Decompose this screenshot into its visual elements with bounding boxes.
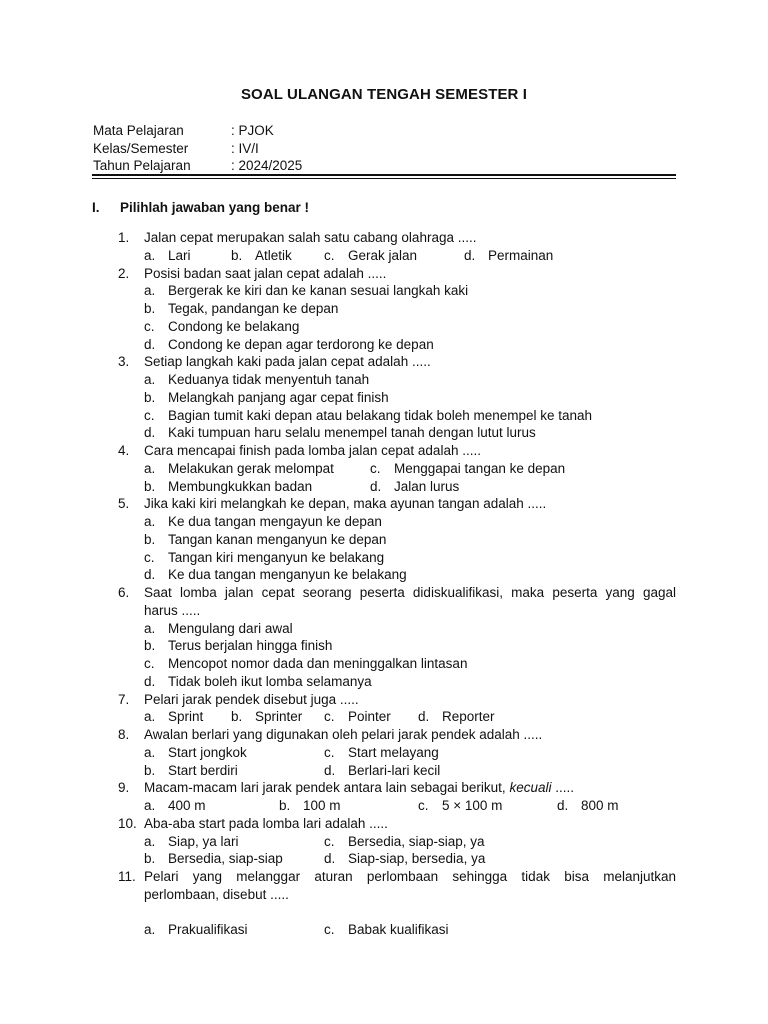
question-text: harus ..... — [144, 602, 201, 618]
option-d[interactable] — [118, 673, 676, 691]
option-text: Start melayang — [348, 744, 439, 760]
option-text: Mengulang dari awal — [168, 620, 293, 636]
question-text: Setiap langkah kaki pada jalan cepat adalah ..... — [144, 354, 431, 370]
option-letter: c. — [370, 460, 381, 476]
option-row — [118, 850, 676, 868]
option-letter: a. — [144, 709, 156, 725]
option-letter: b. — [279, 798, 291, 813]
question-4 — [118, 442, 676, 460]
question-text: Posisi badan saat jalan cepat adalah ..... — [144, 265, 387, 281]
option-letter: b. — [144, 851, 156, 867]
option-c[interactable] — [324, 247, 417, 265]
question-number: 3. — [118, 354, 130, 370]
option-text: Terus berjalan hingga finish — [168, 638, 333, 654]
option-text: Pointer — [348, 709, 391, 725]
option-letter: b. — [144, 301, 156, 316]
option-letter: d. — [144, 567, 156, 583]
option-text: Lari — [168, 247, 191, 263]
option-text: 100 m — [303, 798, 341, 813]
header-divider-thick — [92, 174, 676, 176]
option-a[interactable] — [144, 708, 203, 726]
meta-value: : PJOK — [231, 123, 274, 138]
meta-row-subject — [93, 122, 302, 140]
question-number: 8. — [118, 727, 130, 742]
option-a[interactable] — [118, 513, 676, 531]
option-letter: d. — [144, 673, 156, 689]
option-c[interactable] — [118, 655, 676, 673]
option-text: Berlari-lari kecil — [348, 762, 441, 778]
question-text: Jalan cepat merupakan salah satu cabang olahraga ..... — [144, 230, 477, 245]
option-text: Ke dua tangan menganyun ke belakang — [168, 567, 407, 583]
question-10 — [118, 815, 676, 833]
option-row — [118, 797, 676, 815]
option-text: Bergerak ke kiri dan ke kanan sesuai langkah kaki — [168, 283, 469, 299]
option-letter: d. — [144, 336, 156, 352]
meta-value: : 2024/2025 — [231, 158, 303, 173]
option-letter: a. — [144, 283, 156, 299]
option-text: 800 m — [581, 798, 619, 813]
option-b[interactable] — [118, 531, 676, 549]
option-a[interactable] — [144, 797, 206, 815]
option-a[interactable] — [144, 744, 247, 762]
option-text: Mencopot nomor dada dan meninggalkan lintasan — [168, 656, 468, 671]
question-text-emphasis: kecuali — [509, 780, 552, 796]
section-number: I. — [92, 200, 100, 215]
question-text-part: ..... — [551, 780, 574, 796]
question-number: 11. — [118, 869, 136, 884]
option-text: Menggapai tangan ke depan — [394, 460, 566, 476]
option-c[interactable] — [324, 833, 485, 851]
page-title: SOAL ULANGAN TENGAH SEMESTER I — [240, 86, 528, 103]
option-letter: d. — [557, 798, 569, 813]
option-text: Condong ke belakang — [168, 318, 300, 334]
option-a[interactable] — [144, 833, 239, 851]
meta-row-year — [93, 157, 302, 175]
option-text: Bersedia, siap-siap — [168, 851, 283, 867]
option-letter: d. — [464, 247, 476, 263]
option-text: Melakukan gerak melompat — [168, 460, 334, 476]
header-divider-thin — [92, 178, 676, 179]
option-text: Babak kualifikasi — [348, 922, 449, 938]
meta-value: : IV/I — [231, 140, 259, 156]
option-text: Permainan — [488, 247, 554, 263]
option-text: Atletik — [255, 247, 292, 263]
question-text: Aba-aba start pada lomba lari adalah ..... — [144, 815, 388, 831]
option-text: Keduanya tidak menyentuh tanah — [168, 372, 370, 387]
option-b[interactable] — [118, 300, 676, 318]
question-2 — [118, 265, 676, 283]
option-c[interactable] — [118, 549, 676, 567]
option-text: Siap-siap, bersedia, ya — [348, 851, 486, 867]
question-11 — [118, 868, 676, 886]
option-d[interactable] — [118, 424, 676, 442]
option-letter: a. — [144, 744, 156, 760]
option-text: Sprinter — [255, 709, 303, 725]
option-text: Condong ke depan agar terdorong ke depan — [168, 336, 434, 352]
question-text: perlombaan, disebut ..... — [144, 886, 289, 902]
option-letter: c. — [418, 798, 429, 813]
option-letter: c. — [144, 318, 155, 334]
option-letter: b. — [231, 709, 243, 725]
exam-meta — [93, 122, 302, 175]
option-letter: b. — [144, 638, 156, 654]
option-row — [118, 460, 676, 478]
option-c[interactable] — [118, 407, 676, 425]
option-b[interactable] — [144, 478, 312, 496]
question-text-part: Macam-macam lari jarak pendek antara lain sebagai berikut, — [144, 780, 510, 796]
option-row — [118, 762, 676, 780]
option-letter: c. — [144, 656, 155, 671]
question-text: Awalan berlari yang digunakan oleh pelari jarak pendek adalah ..... — [144, 727, 543, 742]
question-7 — [118, 691, 676, 709]
option-letter: c. — [324, 744, 335, 760]
meta-label: Kelas/Semester — [93, 140, 189, 156]
option-d[interactable] — [324, 762, 440, 780]
question-text: Jika kaki kiri melangkah ke depan, maka ayunan tangan adalah ..... — [144, 496, 547, 512]
option-d[interactable] — [557, 797, 619, 815]
option-letter: d. — [324, 762, 336, 778]
question-5 — [118, 495, 676, 513]
option-letter: c. — [324, 833, 335, 849]
option-d[interactable] — [324, 850, 485, 868]
option-c[interactable] — [118, 318, 676, 336]
option-letter: a. — [144, 514, 156, 529]
question-text: Cara mencapai finish pada lomba jalan cepat adalah ..... — [144, 443, 481, 458]
option-d[interactable] — [370, 478, 459, 496]
option-letter: a. — [144, 247, 156, 263]
option-letter: c. — [324, 922, 335, 938]
question-list — [118, 229, 676, 939]
option-letter: d. — [418, 709, 430, 725]
option-row — [118, 708, 676, 726]
option-letter: b. — [144, 478, 156, 494]
option-row — [118, 478, 676, 496]
option-row — [118, 921, 676, 939]
option-text: Melangkah panjang agar cepat finish — [168, 389, 389, 405]
option-letter: d. — [144, 425, 156, 441]
meta-label: Tahun Pelajaran — [93, 158, 191, 173]
option-text: 5 × 100 m — [442, 798, 503, 813]
question-text-continued — [118, 602, 676, 620]
option-c[interactable] — [324, 744, 439, 762]
option-b[interactable] — [279, 797, 341, 815]
option-a[interactable] — [118, 620, 676, 638]
option-letter: d. — [370, 478, 382, 494]
question-number: 6. — [118, 585, 130, 600]
option-a[interactable] — [144, 247, 191, 265]
option-b[interactable] — [144, 762, 238, 780]
question-1 — [118, 229, 676, 247]
option-letter: c. — [324, 709, 335, 725]
question-text: Pelari yang melanggar aturan perlombaan sehingga tidak bisa melanjutkan — [144, 869, 676, 884]
option-letter: a. — [144, 620, 156, 636]
question-number: 9. — [118, 780, 130, 796]
option-text: Bersedia, siap-siap, ya — [348, 833, 485, 849]
option-d[interactable] — [418, 708, 495, 726]
option-letter: b. — [144, 762, 156, 778]
option-b[interactable] — [118, 637, 676, 655]
question-number: 5. — [118, 496, 130, 512]
option-text: Membungkukkan badan — [168, 478, 313, 494]
question-8 — [118, 726, 676, 744]
option-text: Start berdiri — [168, 762, 238, 778]
option-text: Siap, ya lari — [168, 833, 239, 849]
option-c[interactable] — [324, 708, 391, 726]
question-number: 7. — [118, 691, 130, 707]
option-text: Bagian tumit kaki depan atau belakang tidak boleh menempel ke tanah — [168, 407, 593, 423]
option-row — [118, 247, 676, 265]
option-letter: b. — [231, 247, 243, 263]
option-text: Tangan kiri menganyun ke belakang — [168, 549, 385, 565]
option-text: Jalan lurus — [394, 478, 460, 494]
question-number: 2. — [118, 265, 130, 281]
option-row — [118, 744, 676, 762]
option-text: Tidak boleh ikut lomba selamanya — [168, 673, 372, 689]
blank-line — [118, 904, 676, 922]
option-letter: c. — [144, 549, 155, 565]
option-b[interactable] — [144, 850, 283, 868]
meta-label: Mata Pelajaran — [93, 123, 184, 138]
question-text: Saat lomba jalan cepat seorang peserta didiskualifikasi, maka peserta yang gagal — [144, 585, 676, 600]
option-letter: a. — [144, 922, 156, 938]
option-letter: b. — [144, 389, 156, 405]
option-letter: c. — [324, 247, 335, 263]
question-3 — [118, 353, 676, 371]
option-c[interactable] — [324, 921, 449, 939]
question-9 — [118, 779, 676, 797]
option-d[interactable] — [464, 247, 553, 265]
option-text: Prakualifikasi — [168, 922, 248, 938]
option-d[interactable] — [118, 566, 676, 584]
question-text — [144, 779, 676, 797]
option-a[interactable] — [118, 282, 676, 300]
question-number: 1. — [118, 230, 130, 245]
option-b[interactable] — [231, 708, 302, 726]
option-a[interactable] — [118, 371, 676, 389]
option-text: Start jongkok — [168, 744, 247, 760]
question-6 — [118, 584, 676, 602]
option-a[interactable] — [144, 460, 334, 478]
option-letter: a. — [144, 372, 156, 387]
option-a[interactable] — [144, 921, 248, 939]
option-d[interactable] — [118, 336, 676, 354]
option-text: Tegak, pandangan ke depan — [168, 301, 339, 316]
question-text: Pelari jarak pendek disebut juga ..... — [144, 691, 359, 707]
option-text: Tangan kanan menganyun ke depan — [168, 531, 387, 547]
option-text: Kaki tumpuan haru selalu menempel tanah dengan lutut lurus — [168, 425, 536, 441]
option-text: 400 m — [168, 798, 206, 813]
option-text: Ke dua tangan mengayun ke depan — [168, 514, 382, 529]
question-number: 4. — [118, 443, 130, 458]
option-b[interactable] — [118, 389, 676, 407]
meta-row-class — [93, 140, 302, 158]
option-text: Sprint — [168, 709, 204, 725]
option-text: Reporter — [442, 709, 495, 725]
option-letter: a. — [144, 798, 156, 813]
option-letter: a. — [144, 460, 156, 476]
option-text: Gerak jalan — [348, 247, 418, 263]
option-row — [118, 833, 676, 851]
option-letter: c. — [144, 407, 155, 423]
section-heading — [92, 200, 309, 215]
section-instruction: Pilihlah jawaban yang benar ! — [120, 200, 310, 215]
option-c[interactable] — [418, 797, 502, 815]
option-letter: d. — [324, 851, 336, 867]
question-text-continued — [118, 886, 676, 904]
option-b[interactable] — [231, 247, 292, 265]
option-letter: b. — [144, 531, 156, 547]
option-c[interactable] — [370, 460, 565, 478]
question-number: 10. — [118, 815, 137, 831]
option-letter: a. — [144, 833, 156, 849]
